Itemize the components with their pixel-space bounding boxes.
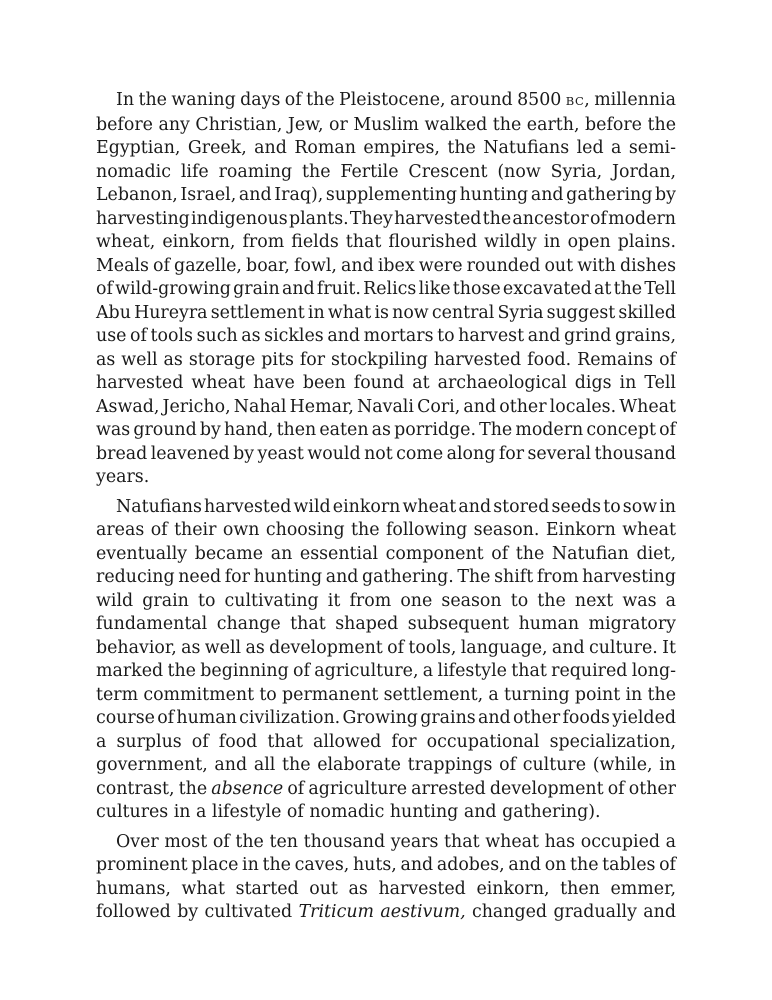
text-line [96,901,676,925]
text-run: cultures in a lifestyle of nomadic hunting and gathering). [96,802,601,822]
text-line [96,372,676,396]
text-run: a surplus of food that allowed for occupational specialization, [96,731,676,752]
text-run: years. [96,467,150,487]
text-run: term commitment to permanent settlement, a turning point in the [96,684,676,705]
text-run: course of human civilization. Growing grains and other foods yielded [96,708,676,728]
text-run: Natufians harvested wild einkorn wheat and stored seeds to sow in [116,496,676,517]
text-run: of wild-growing grain and fruit. Relics like those excavated at the Tell [96,279,676,299]
book-page-text [96,89,676,931]
text-line [96,349,676,373]
text-run: followed by cultivated [96,902,299,922]
text-run: Over most of the ten thousand years that wheat has occupied a [116,831,676,852]
text-run: harvested wheat have been found at archaeological digs in Tell [96,373,676,393]
paragraph [96,831,676,925]
text-line [96,419,676,443]
text-line [96,278,676,302]
text-line [96,184,676,208]
text-line [96,396,676,420]
paragraph [96,89,676,490]
text-run: bread leavened by yeast would not come along for several thousand [96,443,676,464]
text-line [96,208,676,232]
text-run: eventually became an essential component of the Natufian diet, [96,543,676,564]
text-line [96,878,676,902]
text-line [96,137,676,161]
text-line [96,684,676,708]
text-run: nomadic life roaming the Fertile Crescent (now Syria, Jordan, [96,161,676,182]
text-run: Meals of gazelle, boar, fowl, and ibex were rounded out with dishes [96,255,676,276]
text-run: behavior, as well as development of tools, language, and culture. It [96,637,676,658]
text-run: was ground by hand, then eaten as porridge. The modern concept of [96,420,676,440]
text-run: use of tools such as sickles and mortars to harvest and grind grains, [96,326,676,346]
text-line [96,854,676,878]
paragraph [96,496,676,825]
text-run: fundamental change that shaped subsequent human migratory [96,614,676,634]
text-line [96,302,676,326]
text-line [96,161,676,185]
text-run: , millennia [584,90,676,110]
text-run: government, and all the elaborate trappings of culture (while, in [96,755,676,775]
italic-run: Triticum aestivum, [298,902,466,922]
text-line [96,566,676,590]
text-line [96,543,676,567]
text-run: Lebanon, Israel, and Iraq), supplementing hunting and gathering by [96,185,676,205]
text-run: Aswad, Jericho, Nahal Hemar, Navali Cori, and other locales. Wheat [96,396,676,417]
text-run: marked the beginning of agriculture, a lifestyle that required long- [96,661,676,681]
text-line [96,89,676,114]
text-line [96,754,676,778]
text-run: harvesting indigenous plants. They harvested the ancestor of modern [96,208,676,229]
text-line [96,660,676,684]
text-run: reducing need for hunting and gathering. The shift from harvesting [96,567,676,587]
text-run: as well as storage pits for stockpiling harvested food. Remains of [96,349,676,370]
text-run: of agriculture arrested development of other [283,778,676,799]
italic-run: absence [211,778,284,799]
text-line [96,831,676,855]
text-run: In the waning days of the Pleistocene, around 8500 [116,90,566,110]
text-line [96,325,676,349]
text-run: areas of their own choosing the following season. Einkorn wheat [96,520,676,540]
text-line [96,801,676,825]
text-run: wild grain to cultivating it from one season to the next was a [96,590,676,611]
text-line [96,443,676,467]
text-run: wheat, einkorn, from fields that flourished wildly in open plains. [96,232,676,252]
small-caps-run: BC [565,94,585,108]
text-run: Abu Hureyra settlement in what is now central Syria suggest skilled [96,302,676,323]
text-line [96,466,676,490]
text-run: humans, what started out as harvested einkorn, then emmer, [96,878,676,899]
text-run: before any Christian, Jew, or Muslim walked the earth, before the [96,114,676,135]
text-line [96,114,676,138]
text-line [96,778,676,802]
text-line [96,255,676,279]
text-line [96,731,676,755]
text-line [96,231,676,255]
text-line [96,496,676,520]
text-line [96,519,676,543]
text-line [96,613,676,637]
text-line [96,590,676,614]
text-run: Egyptian, Greek, and Roman empires, the Natufians led a semi- [96,138,676,158]
text-run: changed gradually and [465,902,676,922]
text-run: contrast, the [96,778,212,799]
text-run: prominent place in the caves, huts, and adobes, and on the tables of [96,855,676,875]
text-line [96,707,676,731]
text-line [96,637,676,661]
